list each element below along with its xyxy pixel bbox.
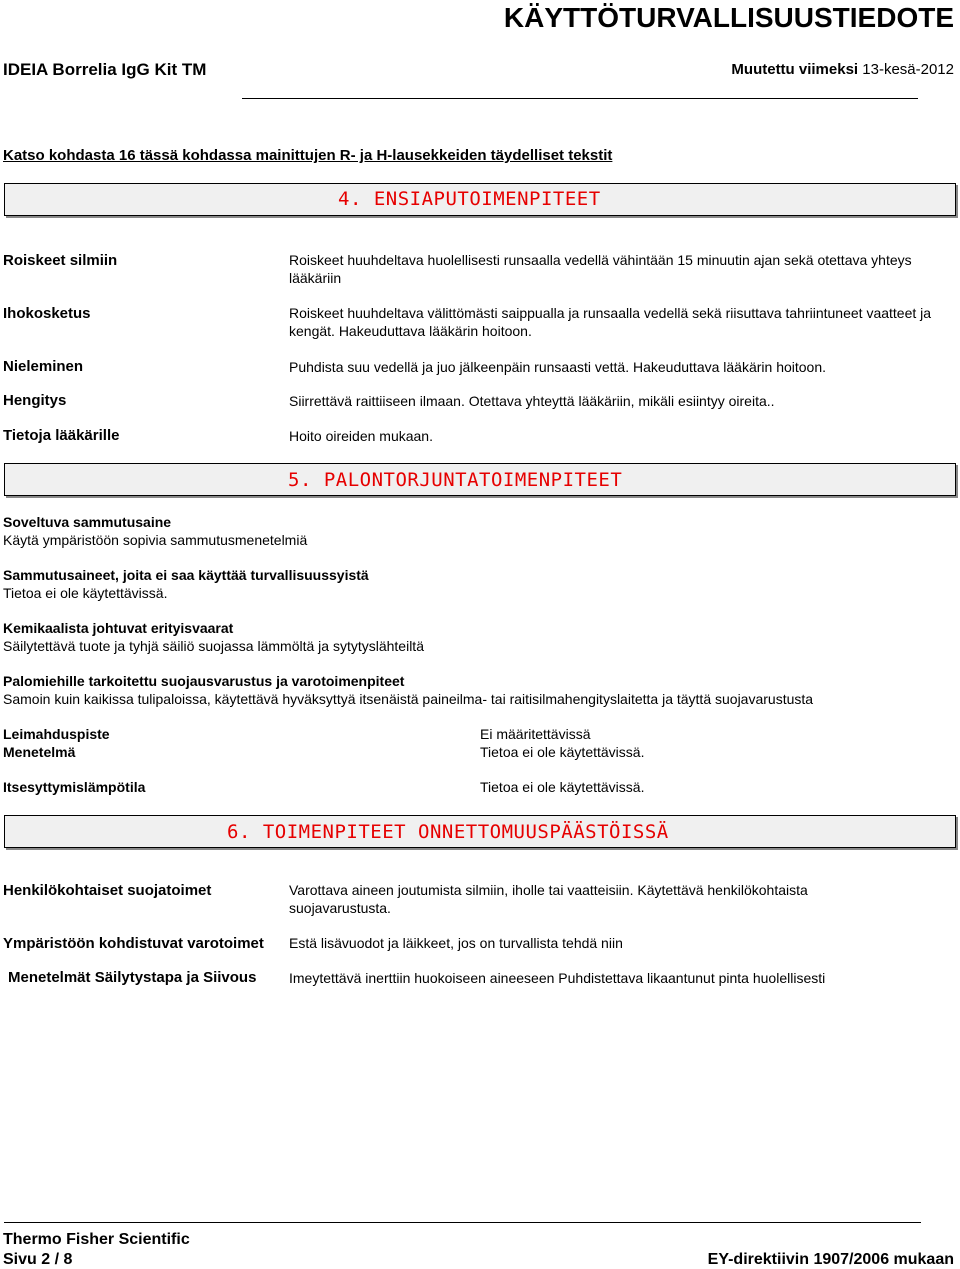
firefighter-equipment-text: Samoin kuin kaikissa tulipaloissa, käytettävä hyväksyttyä itsenäistä paineilma- tai raitisilmahengityslaitetta ja täyttä suojavarustusta: [3, 691, 814, 707]
flash-point-value: Ei määritettävissä: [480, 726, 591, 742]
containment-methods-label: Menetelmät Säilytystapa ja Siivous: [8, 969, 257, 986]
unsuitable-media-heading: Sammutusaineet, joita ei saa käyttää turvallisuussyistä: [3, 567, 369, 583]
first-aid-label-skin: Ihokosketus: [3, 305, 91, 322]
first-aid-label-physician: Tietoja lääkärille: [3, 427, 120, 444]
first-aid-text-skin: Roiskeet huuhdeltava välittömästi saippualla ja runsaalla vedellä sekä riisuttava tahriintuneet vaatteet ja kengät. Hakeuduttava lääkärin hoitoon.: [289, 305, 932, 339]
document-title: KÄYTTÖTURVALLISUUSTIEDOTE: [503, 2, 954, 33]
first-aid-text-physician: Hoito oireiden mukaan.: [289, 428, 433, 444]
section-5-header: [4, 463, 956, 496]
section-6-title: 6. TOIMENPITEET ONNETTOMUUSPÄÄSTÖISSÄ: [227, 821, 669, 843]
page-number: Sivu 2 / 8: [3, 1251, 73, 1268]
autoignition-value: Tietoa ei ole käytettävissä.: [480, 779, 645, 795]
first-aid-text-inhalation: Siirrettävä raittiiseen ilmaan. Otettava yhteyttä lääkäriin, mikäli esiintyy oireita..: [289, 393, 775, 409]
reference-note: Katso kohdasta 16 tässä kohdassa mainittujen R- ja H-lausekkeiden täydelliset tekstit: [3, 147, 613, 164]
revised-date: 13-kesä-2012: [862, 61, 954, 78]
extinguishing-media-text: Käytä ympäristöön sopivia sammutusmenetelmiä: [3, 532, 308, 548]
containment-methods-text: Imeytettävä inerttiin huokoiseen aineeseen Puhdistettava likaantunut pinta huolellisesti: [289, 970, 826, 986]
firefighter-equipment-heading: Palomiehille tarkoitettu suojausvarustus ja varotoimenpiteet: [3, 673, 405, 689]
personal-precautions-text: Varottava aineen joutumista silmiin, iholle tai vaatteisiin. Käytettävä henkilökohtaista suojavarustusta.: [289, 882, 808, 916]
first-aid-text-ingestion: Puhdista suu vedellä ja juo jälkeenpäin runsaasti vettä. Hakeuduttava lääkärin hoitoon.: [289, 359, 827, 375]
section-4-header: [4, 183, 956, 216]
specific-hazards-text: Säilytettävä tuote ja tyhjä säiliö suojassa lämmöltä ja sytytyslähteiltä: [3, 638, 424, 654]
autoignition-label: Itsesyttymislämpötila: [3, 779, 146, 795]
environmental-precautions-label: Ympäristöön kohdistuvat varotoimet: [3, 935, 264, 952]
first-aid-label-ingestion: Nieleminen: [3, 358, 84, 375]
first-aid-label-inhalation: Hengitys: [3, 392, 67, 409]
specific-hazards-heading: Kemikaalista johtuvat erityisvaarat: [3, 620, 234, 636]
section-6-header: [4, 815, 956, 848]
first-aid-text-eyes: Roiskeet huuhdeltava huolellisesti runsaalla vedellä vähintään 15 minuutin ajan sekä otettava yhteys lääkäriin: [289, 252, 912, 286]
revised-label: Muutettu viimeksi: [731, 61, 859, 78]
revision-info: [731, 60, 954, 80]
product-name: IDEIA Borrelia IgG Kit TM: [3, 60, 207, 79]
unsuitable-media-text: Tietoa ei ole käytettävissä.: [3, 585, 168, 601]
method-label: Menetelmä: [3, 744, 76, 760]
header-rule: [242, 98, 918, 99]
environmental-precautions-text: Estä lisävuodot ja läikkeet, jos on turvallista tehdä niin: [289, 935, 623, 951]
flash-point-label: Leimahduspiste: [3, 726, 110, 742]
company-name: Thermo Fisher Scientific: [3, 1231, 190, 1248]
section-5-title: 5. PALONTORJUNTATOIMENPITEET: [288, 469, 623, 491]
method-value: Tietoa ei ole käytettävissä.: [480, 744, 645, 760]
first-aid-label-eyes: Roiskeet silmiin: [3, 252, 118, 269]
section-4-title: 4. ENSIAPUTOIMENPITEET: [338, 188, 601, 210]
directive-note: EY-direktiivin 1907/2006 mukaan: [707, 1251, 954, 1268]
personal-precautions-label: Henkilökohtaiset suojatoimet: [3, 882, 212, 899]
extinguishing-media-heading: Soveltuva sammutusaine: [3, 514, 172, 530]
footer-rule: [4, 1222, 921, 1223]
